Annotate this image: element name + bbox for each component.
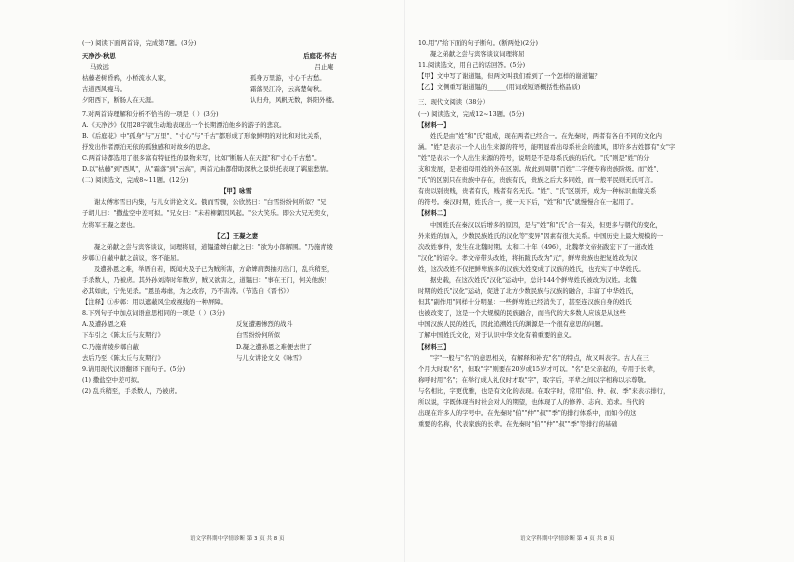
q8-option: 与儿女讲论文义《咏雪》 [236,354,306,362]
q8-options [82,319,390,363]
q8-option: D.凝之遭孙恩之难便去世了 [236,343,313,351]
passage-jia-line: 子胡儿曰："撒盐空中差可拟。"兄女曰："未若柳絮因风起。"公大笑乐。即公大兄无奕女， [82,210,333,218]
material-2-line: 也被改变了，这是一个大规模的民族融合，而当代的大多数人应该是从这些 [418,310,626,318]
q7-option-c: C.两首诗都选用了很多富有特征性的景物来写，比如"断肠人在天涯"和"寸心千古愁"。 [82,154,321,162]
material-3-line: 出现在许多人的字号中。在先秦时"伯""仲""叔""季"的排行体系中，而如今的这 [418,410,637,418]
material-3-line: 重要的名称，代表家族的长辈。在先秦时"伯""仲""叔""季"等排行的基础 [418,421,618,429]
poem-line: 认归舟，风帆无数，斜阳外楼。 [250,97,339,105]
q9-item: (1) 撒盐空中差可拟。 [82,376,144,384]
section-3-subheading: (一) 阅读选文，完成12~13题。(5分) [418,110,525,118]
poem-question-intro: (一) 阅读下面两首诗，完成第7题。(3分) [82,40,197,47]
poem-tianjingsha [82,51,222,106]
q7-option-b: B.《后庭花》中"孤身"与"万里"、"寸心"与"千古"都形成了形象鲜明的对比和对比关系， [82,132,326,140]
material-2-line: "汉化"的诏令。孝文帝带头改姓，将拓跋氏改为"元"，鲜卑贵族也把复姓改为汉 [418,254,638,262]
passage-jia-line: 谢太傅寒雪日内集，与儿女讲论文义。俄而雪骤，公欣然曰："白雪纷纷何所似？"兄 [94,199,327,207]
passage-yi-line: 凝之弟献之尝与宾客谈议，词理将屈，道韫遣婢白献之曰："欲为小郎解围。"乃施青绫 [94,243,333,251]
q8-stem: 8.下列句子中加点词语意思相同的一项是（ ）(3分) [82,310,225,318]
q7-option-b-cont: 抒发出作者漂泊无依的孤独感和对故乡的思念。 [82,143,215,151]
material-3-line: 称呼时用"名"；在举行成人礼仪时才取"字"，取字后，平辈之间以字相称以示尊敬。 [418,376,650,384]
poem-line: 夕阳西下，断肠人在天涯。 [82,97,158,105]
q7-stem: 7.对两首诗理解和分析不恰当的一项是（ ）(3分) [82,110,219,118]
material-2-line: 了解中国姓氏文化，对于认识中华文化有着重要的意义。 [418,332,576,340]
passage-jia-title: 【甲】咏雪 [220,188,252,196]
material-2-line: 姓，这次改姓不仅把鲜卑族多的汉族大姓变成了汉族的姓氏，也充实了中华姓氏。 [418,265,645,273]
q9-item: (2) 乱兵稍至，手杀数人，乃被虏。 [82,387,182,395]
q8-option: 反复遭遇惨烈的战斗 [236,321,293,329]
passage-jia-line: 左将军王凝之妻也。 [82,221,139,229]
section-2-heading: (二) 阅读选文，完成8~11题。(12分) [82,177,189,185]
q7-option-d: D.以"枯藤"到"西风"，从"霜落"到"云高"，两首元曲都借助深秋之景烘托表现了羁旅愁情。 [82,166,333,174]
poem-line: 古道西风瘦马。 [82,86,127,94]
page-footer-left: 语文学科期中学情诊断 第 3 页 共 8 页 [190,536,285,542]
poem-author: 吕止庵 [314,64,334,72]
material-1-line: 支和发展，是老祖母用姓的外在区别。故此到周朝"百姓"二字便专称贵族阶级。而"姓"、 [418,166,663,174]
material-1-line: 有贵以别贵贱，贵者有氏，贱者有名无氏。"姓"、"氏"区别开，成为一种标识血缘关系 [418,188,657,196]
page-footer-right: 语文学科期中学情诊断 第 4 页 共 8 页 [520,536,615,542]
material-2-line: 中国姓氏在秦汉以后增多的原因，是与"姓"和"氏"合一有关，但更多与朝代的变化， [430,221,662,229]
annotation-note: 【注释】①步鄣：用以遮蔽风尘或视线的一种屏障。 [82,299,227,307]
q8-option: 去后乃至《陈太丘与友期行》 [82,354,164,362]
page-fold [404,0,405,562]
passage-yi-line: 及遭孙恩之难，举厝自若，既闻夫及子已为贼所害，方命婢肩舆抽刃出门，乱兵稍至， [94,265,334,273]
material-1-line: 的符号。秦汉时期，姓氏合一，统一天下后，"姓"和"氏"就慢慢合在一起用了。 [418,199,638,207]
q11-stem: 11.阅读选文，用自己的话回答。(5分) [418,62,526,70]
material-2-line: 外来姓的加入，少数民族姓氏的汉化等"变异"因素有很大关系。中国历史上最大规模的一 [418,232,664,240]
passage-yi-line: 步鄣①自蔽申献之前议，客不能屈。 [82,254,183,262]
material-1-line: 姓氏是由"姓"和"氏"组成，现在两者已经合一。在先秦时，两者有各自不同的文化内 [430,132,662,140]
q8-option: 白雪纷纷何所似 [236,332,281,340]
poem-author: 马致远 [90,64,109,72]
material-2-line: 次改姓事件，发生在北魏时期。太和二十年（496），北魏孝文帝拓跋宏下了一道改姓 [418,243,654,251]
scan-shadow [724,0,794,60]
passage-yi-title: 【乙】王凝之妻 [213,232,259,240]
section-3-heading: 三、现代文阅读（38分） [418,99,489,107]
q10-sentence: 凝之弟献之尝与宾客谈议词理将屈 [430,51,525,59]
material-2-line: 时期的姓氏"汉化"运动，促进了北方少数民族与汉族的融合，丰富了中华姓氏， [418,288,638,296]
q10-stem: 10.用"/"给下面的句子断句。(断两处)(2分) [418,40,538,47]
material-1-line: 涵。"姓"是表示一个人出生来源的符号，能明显看出母系社会的遗风，即许多古姓都有"女"字 [418,143,676,151]
passage-yi-line: 手杀数人，乃被虏。其外孙刘涛时年数岁，贼又欲害之，道韫曰："事在王门，何关他族！ [82,276,331,284]
passage-yi-line: 必其如此，宁先见杀。"恩虽毒虐，为之改容，乃不害涛。（节选自《晋书》） [82,288,293,296]
poem-houtinghua [250,51,390,106]
material-2-title: 【材料二】 [418,210,450,218]
material-3-line: 个月大时取"名"，但取"字"则要在20岁或15岁才可以。"名"是父亲起的，专用于长辈， [418,365,660,373]
poem-line: 霜落吴江冷，云高楚甸秋。 [250,86,326,94]
material-3-line: 与名相比，字更优雅，也是有文化的表现。在取字时，常用"伯、仲、叔、季"来表示排行， [418,387,670,395]
q7-option-a: A.《天净沙》仅用28字就生动地表现出一个长期漂泊他乡的游子的悲哀。 [82,121,286,129]
poem-line: 孤身万里游，寸心千古愁。 [250,75,326,83]
material-2-line: 中国汉族人民的姓氏，因此追溯姓氏的渊源是一个很有意思的问题。 [418,321,607,329]
material-3-line: 所以说，字既体现当时社会对人的期望，也体现了人的修养、志向、追求。当代的 [418,399,645,406]
q8-option: C.乃施青绫步鄣自蔽 [82,343,139,351]
q8-option: 下车引之《陈太丘与友期行》 [82,332,164,340]
q9-stem: 9.请用现代汉语翻译下面句子。(5分) [82,365,186,373]
poems [82,51,390,106]
material-3-title: 【材料三】 [418,343,450,351]
q11-line: 【甲】文中写了谢道韫，但两文叫我们看到了一个怎样的谢道韫？ [418,73,601,81]
material-1-line: "姓"是表示一个人出生来源的符号，说明是不是母系氏族的后代。"氏"则是"姓"的分 [418,154,650,162]
poem-line: 枯藤老树昏鸦，小桥流水人家， [82,75,171,83]
poem-title: 后庭花·怀古 [303,53,337,61]
right-page [418,38,714,528]
left-page [82,38,390,528]
poem-title: 天净沙·秋思 [82,53,116,61]
q8-option: A.及遭孙恩之难 [82,321,127,329]
material-2-line: 但其"副作用"同样十分明显：一些鲜卑姓已经消失了，甚至连汉族自身的姓氏 [418,299,632,307]
material-3-line: "字"一般与"名"的意思相关，有解释和补充"名"的特点，故又叫表字。古人在三 [430,354,649,362]
material-2-line: 据史载，在这次姓氏"汉化"运动中，总计144个鲜卑姓氏被改为汉姓。北魏 [430,276,637,284]
material-1-line: "氏"的区别只在贵族中存在，贵族有氏，贵族之后大多同姓，而一般平民则无氏可言。 [418,177,657,185]
q11-line: 【乙】文侧重写谢道韫的______(用词或短语概括性格品质) [418,84,581,92]
material-1-title: 【材料一】 [418,121,450,129]
